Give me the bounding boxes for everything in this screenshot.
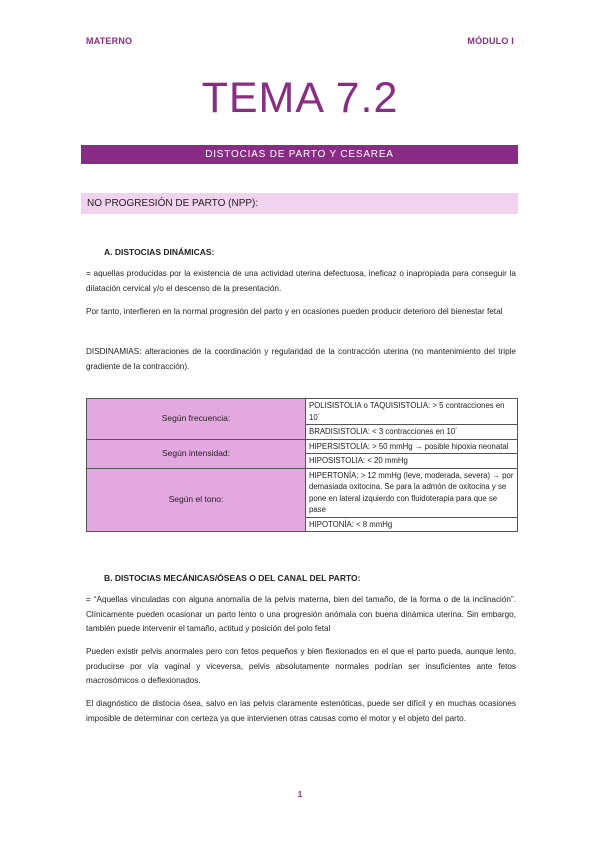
table-cell: HIPERSISTOLIA: > 50 mmHg → posible hipoxia neonatal [306,439,518,454]
table-row [87,439,518,454]
page-title: TEMA 7.2 [201,74,399,122]
paragraph: Pueden existir pelvis anormales pero con fetos pequeños y bien flexionados en el que el parto pueda, aunque lento, producirse por vía vaginal y viceversa, pelvis absolutamente normales podrían ser insuficientes ante fetos macrosómicos o deflexionados. [86,647,516,685]
subtitle-bar: DISTOCIAS DE PARTO Y CESAREA [81,145,518,164]
paragraph: = aquellas producidas por la existencia de una actividad uterina defectuosa, ineficaz o inapropiada para conseguir la dilatación cervical y/o el descenso de la presentación. [86,269,516,293]
paragraph: El diagnóstico de distocia ósea, salvo en las pelvis claramente estenóticas, puede ser difícil y en muchas ocasiones imposible de determinar con certeza ya que intervienen otras causas como el motor y el objeto del parto. [86,699,516,723]
table-cell: POLISISTOLIA o TAQUISISTOLIA: > 5 contracciones en 10´ [306,399,518,425]
section-heading [81,193,518,214]
paragraph: DISDINAMIAS: alteraciones de la coordinación y regularidad de la contracción uterina (no mantenimiento del triple gradiente de la contracción). [86,347,516,371]
header-subject: MATERNO [86,36,133,46]
table-row [87,399,518,425]
paragraph: Por tanto, interfieren en la normal progresión del parto y en ocasiones pueden producir deterioro del bienestar fetal [86,307,503,316]
table-cell: HIPOSISTOLIA: < 20 mmHg [306,454,518,469]
page-number: 1 [297,790,303,799]
table-cell: HIPOTONÍA: < 8 mmHg [306,517,518,532]
paragraph: = “Aquellas vinculadas con alguna anomalía de la pelvis materna, bien del tamaño, de la forma o de la inclinación”. Clínicamente pueden ocasionar un parto lento o una progresión anómala con buena dinámica uterina. Sin embargo, también puede intervenir el tamaño, actitud y posición del polo fetal [86,595,516,633]
section-heading-text: NO PROGRESIÓN DE PARTO (NPP): [87,198,259,209]
table-cell: HIPERTONÍA: > 12 mmHg (leve, moderada, severa) → por demasiada oxitocina. Se para la admón de oxitocina y se pone en lateral izquierdo con fluidoterapia para que se pase [306,468,518,517]
table-row [87,468,518,517]
table-category: Según el tono: [87,468,306,532]
subheading-a: A. DISTOCIAS DINÁMICAS: [104,247,215,257]
subheading-b: B. DISTOCIAS MECÁNICAS/ÓSEAS O DEL CANAL DEL PARTO: [104,573,361,583]
table-category: Según intensidad: [87,439,306,468]
table-cell: BRADISISTOLIA: < 3 contracciones en 10´ [306,425,518,440]
header-module: MÓDULO I [467,36,514,46]
distocias-table [86,398,518,532]
table-category: Según frecuencia: [87,399,306,440]
